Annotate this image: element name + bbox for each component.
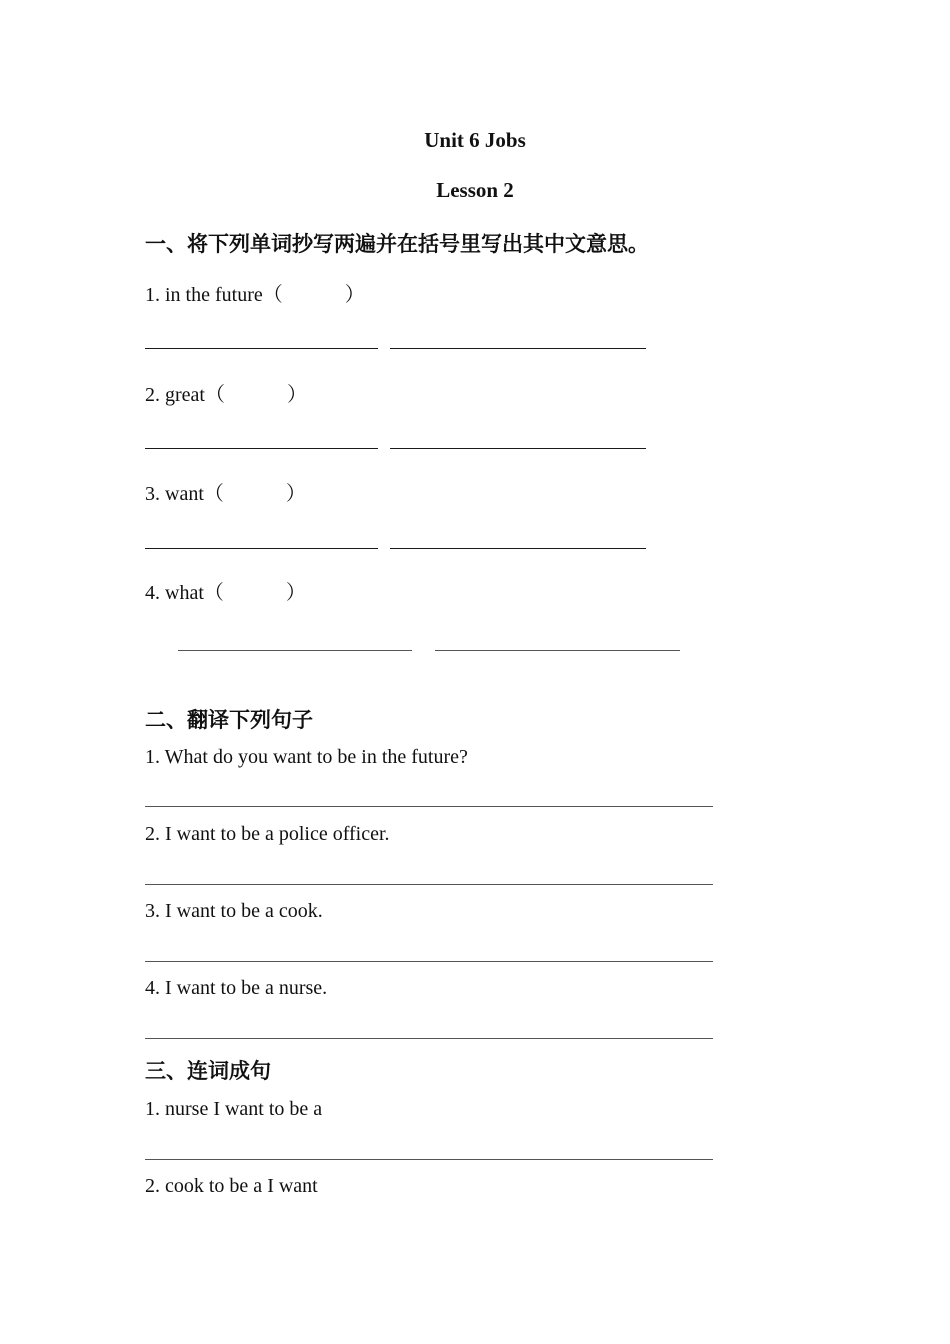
close-paren: ） [344, 284, 365, 306]
section1-item-4 [145, 576, 306, 605]
page-title: Unit 6 Jobs [424, 128, 526, 152]
open-paren: （ [203, 582, 224, 604]
open-paren: （ [204, 384, 225, 406]
answer-line-s2-1[interactable] [145, 806, 713, 807]
open-paren: （ [203, 483, 224, 505]
copy-line-3a[interactable] [145, 548, 378, 549]
section1-heading: 一、将下列单词抄写两遍并在括号里写出其中文意思。 [145, 232, 649, 256]
section2-item-4: 4. I want to be a nurse. [145, 977, 328, 999]
copy-line-4b[interactable] [435, 650, 680, 651]
copy-line-2a[interactable] [145, 448, 378, 449]
section1-item-3 [145, 477, 306, 506]
open-paren: （ [262, 284, 283, 306]
answer-line-s3-1[interactable] [145, 1159, 713, 1160]
section2-item-1: 1. What do you want to be in the future? [145, 746, 468, 768]
answer-line-s2-4[interactable] [145, 1038, 713, 1039]
item-word: 1. in the future [145, 284, 263, 306]
copy-line-4a[interactable] [178, 650, 412, 651]
section2-heading: 二、翻译下列句子 [145, 708, 313, 732]
close-paren: ） [285, 582, 306, 604]
section1-item-1 [145, 278, 365, 307]
close-paren: ） [286, 384, 307, 406]
lesson-subtitle: Lesson 2 [436, 178, 514, 202]
section2-item-2: 2. I want to be a police officer. [145, 823, 390, 845]
copy-line-1a[interactable] [145, 348, 378, 349]
section1-item-2 [145, 378, 307, 407]
section3-heading: 三、连词成句 [145, 1059, 271, 1083]
answer-line-s2-2[interactable] [145, 884, 713, 885]
answer-line-s2-3[interactable] [145, 961, 713, 962]
close-paren: ） [285, 483, 306, 505]
item-word: 4. what [145, 582, 204, 604]
section3-item-1: 1. nurse I want to be a [145, 1098, 323, 1120]
section3-item-2: 2. cook to be a I want [145, 1175, 318, 1197]
item-word: 2. great [145, 384, 205, 406]
section2-item-3: 3. I want to be a cook. [145, 900, 323, 922]
copy-line-2b[interactable] [390, 448, 646, 449]
copy-line-1b[interactable] [390, 348, 646, 349]
item-word: 3. want [145, 483, 204, 505]
copy-line-3b[interactable] [390, 548, 646, 549]
